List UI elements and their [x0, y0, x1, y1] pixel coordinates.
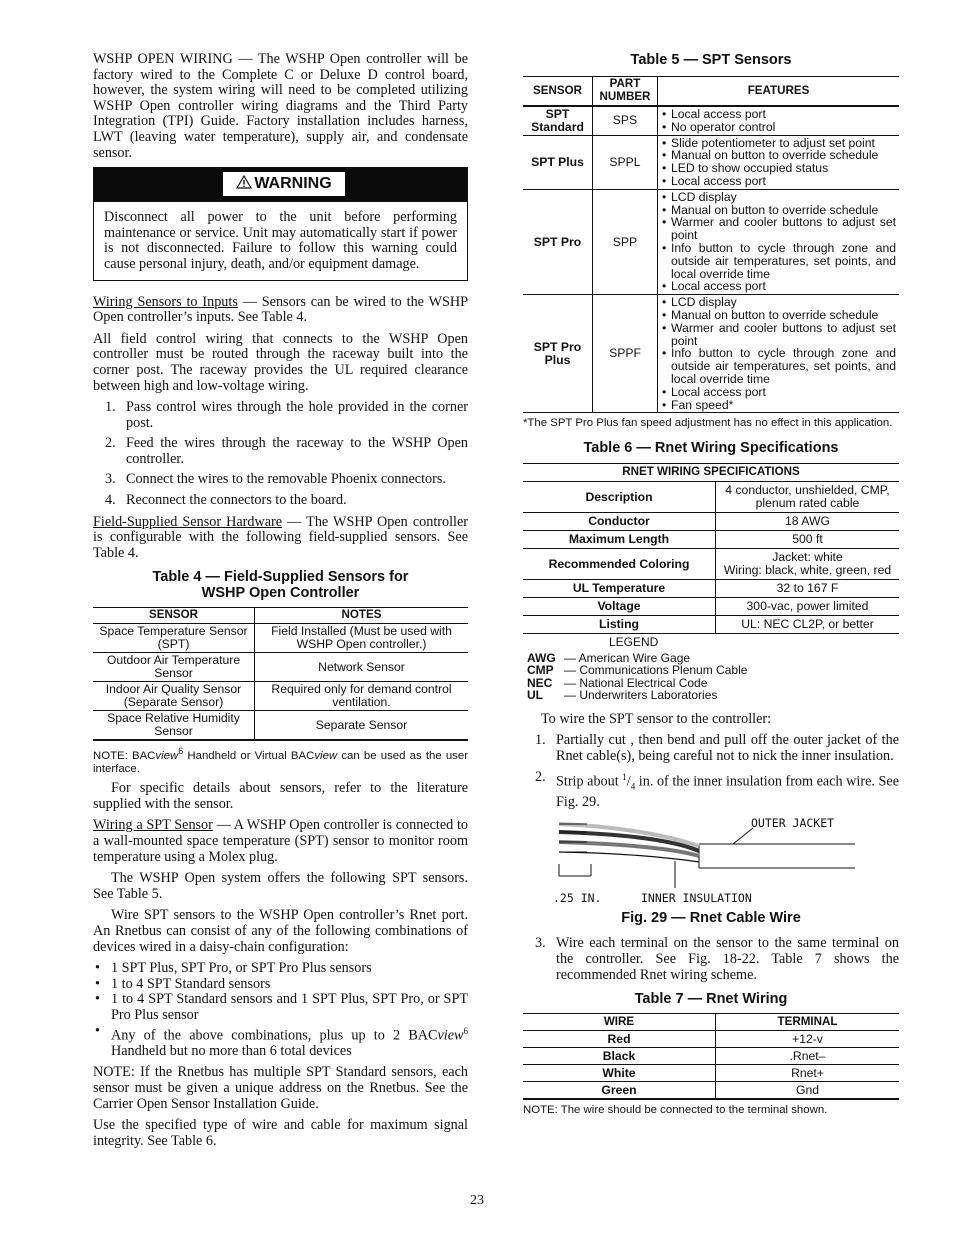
table-cell: SPT Pro Plus [523, 295, 593, 413]
table4-caption [93, 569, 468, 601]
table-cell [658, 135, 900, 189]
table-cell: 18 AWG [716, 512, 900, 530]
table4-caption-line1: Table 4 — Field-Supplied Sensors for [152, 569, 409, 586]
table-cell: .Rnet– [716, 1048, 900, 1065]
table-cell: White [523, 1065, 716, 1082]
table-row [523, 615, 899, 633]
table-row [93, 711, 468, 741]
fig29-caption: Fig. 29 — Rnet Cable Wire [621, 910, 801, 927]
fraction-numerator: 1 [622, 771, 627, 782]
rnet-combinations-list [93, 961, 468, 1059]
note-part: Handheld or Virtual BAC [183, 750, 315, 763]
table-row [523, 512, 899, 530]
spt-text: — A WSHP Open controller is connected to a wall-mounted space temperature (SPT) sensor to monitor room temperature using a Molex plug. [93, 817, 468, 865]
note-part: NOTE: BAC [93, 750, 156, 763]
step-number: 2. [535, 768, 546, 785]
bullet-part: Handheld but no more than 6 total devices [111, 1042, 352, 1059]
table-cell: UL: NEC CL2P, or better [716, 615, 900, 633]
step-number: 1. [105, 399, 116, 416]
column-header: FEATURES [658, 77, 900, 107]
step-text: Pass control wires through the hole provided in the corner post. [126, 399, 468, 431]
list-item [523, 733, 899, 764]
table-cell: Jacket: white Wiring: black, white, green, red [716, 548, 900, 579]
table-cell [658, 189, 900, 294]
legend-abbr: AWG [527, 650, 556, 665]
list-item: • Manual on button to override schedule [661, 204, 896, 217]
table-header-row [93, 608, 468, 624]
wiring-inputs-text: — Sensors can be wired to the WSHP Open controller’s inputs. See Table 4. [93, 293, 468, 326]
table-cell: +12-v [716, 1031, 900, 1048]
raceway-steps [93, 400, 468, 509]
list-item: • No operator control [661, 121, 896, 134]
legend-text: — American Wire Gage [564, 650, 691, 665]
table-cell: 300-vac, power limited [716, 597, 900, 615]
table-cell: Space Relative Humidity Sensor [93, 711, 255, 741]
legend-abbr: NEC [527, 675, 553, 690]
spt-wiring-steps-continued [523, 936, 899, 983]
table-row [523, 548, 899, 579]
table-row [523, 1065, 899, 1082]
legend-text: — Communications Plenum Cable [564, 663, 748, 678]
table-cell: UL Temperature [523, 579, 716, 597]
wiring-inputs-paragraph [93, 295, 468, 326]
legend-title: LEGEND [609, 634, 659, 649]
step-text: in. of the inner insulation from each wire. See Fig. 29. [556, 773, 899, 810]
table-header-row [523, 77, 899, 107]
table-cell: Voltage [523, 597, 716, 615]
list-item: • Warmer and cooler buttons to adjust set point [661, 216, 896, 242]
table-row [523, 189, 899, 294]
list-item: • Local access port [661, 386, 896, 399]
table-row [523, 1031, 899, 1048]
list-item [93, 436, 468, 467]
column-header: PART NUMBER [593, 77, 658, 107]
step-text: Reconnect the connectors to the board. [126, 492, 347, 509]
table5-footnote: *The SPT Pro Plus fan speed adjustment has no effect in this application. [523, 417, 893, 430]
table-row [523, 1082, 899, 1100]
list-item: • Manual on button to override schedule [661, 309, 896, 322]
table-cell: 500 ft [716, 530, 900, 548]
bullet-part: view [437, 1027, 464, 1044]
spt-paragraph [93, 818, 468, 865]
list-item [93, 493, 468, 509]
table-cell: SPP [593, 189, 658, 294]
rnet-paragraph: Wire SPT sensors to the WSHP Open controller’s Rnet port. An Rnetbus can consist of any of the following combinations of devices wired in a daisy-chain configuration: [93, 907, 468, 955]
column-header: RNET WIRING SPECIFICATIONS [622, 465, 800, 479]
table-row [93, 682, 468, 711]
table5-caption: Table 5 — SPT Sensors [630, 52, 792, 68]
table6 [523, 463, 899, 634]
step-text: Strip about [556, 773, 623, 790]
rnetbus-note-paragraph: NOTE: If the Rnetbus has multiple SPT Standard sensors, each sensor must be given a unique address on the Rnetbus. See the Carrier Open Sensor Installation Guide. [93, 1064, 468, 1112]
feature-list [661, 137, 896, 188]
use-wire-paragraph: Use the specified type of wire and cable for maximum signal integrity. See Table 6. [93, 1117, 468, 1149]
step-number: 4. [105, 492, 116, 509]
table4-caption-line2: WSHP Open Controller [201, 585, 360, 602]
right-column [523, 52, 899, 1123]
table-cell: Space Temperature Sensor (SPT) [93, 624, 255, 653]
warning-body [94, 202, 467, 279]
legend-text: — National Electrical Code [564, 675, 708, 690]
step-text: Connect the wires to the removable Phoenix connectors. [126, 471, 446, 488]
legend [527, 636, 899, 702]
column-header: NOTES [255, 608, 469, 624]
table-cell: Description [523, 481, 716, 512]
table-cell: Gnd [716, 1082, 900, 1100]
table-cell: SPPF [593, 295, 658, 413]
legend-item [527, 664, 899, 677]
list-item: • Info button to cycle through zone and outside air temperatures, set points, and local override time [661, 347, 896, 385]
table-cell: Black [523, 1048, 716, 1065]
list-item: • Manual on button to override schedule [661, 149, 896, 162]
table-row [523, 1048, 899, 1065]
list-item: • Warmer and cooler buttons to adjust set point [661, 322, 896, 348]
column-header: SENSOR [93, 608, 255, 624]
table-cell: Network Sensor [255, 653, 469, 682]
table-row [523, 530, 899, 548]
table-row [93, 624, 468, 653]
legend-text: — Underwriters Laboratories [564, 688, 718, 703]
spt-wiring-steps [523, 733, 899, 810]
table-cell: Red [523, 1031, 716, 1048]
intro-paragraph: WSHP OPEN WIRING — The WSHP Open controller will be factory wired to the Complete C or Deluxe D control board, however, the system wiring will need to be completed utilizing WSHP Open controller wiring diagrams and the Third Party Integration (TPI) Guide. Factory installation includes harness, LWT (leaving water temperature), supply air, and condensate sensor. [93, 51, 468, 161]
table-cell: Indoor Air Quality Sensor (Separate Sensor) [93, 682, 255, 711]
table-cell: Conductor [523, 512, 716, 530]
legend-abbr: UL [527, 688, 543, 703]
list-item: • 1 to 4 SPT Standard sensors [93, 977, 468, 993]
table-row [523, 481, 899, 512]
offers-paragraph: The WSHP Open system offers the following SPT sensors. See Table 5. [93, 870, 468, 902]
field-sensor-text: — The WSHP Open controller is configurable with the following field-supplied sensors. See Table 4. [93, 513, 468, 561]
outer-jacket-leader [733, 828, 753, 844]
table4 [93, 607, 468, 741]
step-text: Feed the wires through the raceway to the WSHP Open controller. [126, 435, 468, 467]
column-header: SENSOR [523, 77, 593, 107]
table4-note [93, 745, 468, 775]
list-item: • Local access port [661, 108, 896, 121]
bullet-part: Any of the above combinations, plus up to 2 BAC [111, 1027, 438, 1044]
rnet-cable-diagram [523, 816, 899, 908]
list-item [93, 400, 468, 431]
field-sensor-heading: Field-Supplied Sensor Hardware [93, 513, 283, 530]
step-number: 3. [105, 471, 116, 488]
to-wire-paragraph: To wire the SPT sensor to the controller: [541, 710, 772, 727]
table-cell: Listing [523, 615, 716, 633]
feature-list [661, 108, 896, 134]
table-row [93, 653, 468, 682]
list-item: • LED to show occupied status [661, 162, 896, 175]
list-item: • Info button to cycle through zone and outside air temperatures, set points, and local override time [661, 242, 896, 280]
table-cell: SPT Plus [523, 135, 593, 189]
note-part: can be used as the user interface. [93, 750, 468, 775]
feature-list [661, 191, 896, 293]
table-cell: Field Installed (Must be used with WSHP Open controller.) [255, 624, 469, 653]
table-row [523, 295, 899, 413]
table-cell: Rnet+ [716, 1065, 900, 1082]
step-text: Wire each terminal on the sensor to the same terminal on the controller. See Fig. 18-22. Table 7 shows the recommended Rnet wiring scheme. [556, 935, 899, 983]
outer-jacket-label: OUTER JACKET [751, 816, 835, 831]
list-item [523, 936, 899, 983]
list-item: • LCD display [661, 296, 896, 309]
table-cell: SPT Pro [523, 189, 593, 294]
table5 [523, 76, 899, 413]
table-cell [658, 106, 900, 135]
table-header-row [523, 1014, 899, 1031]
table-cell: Outdoor Air Temperature Sensor [93, 653, 255, 682]
warning-label [223, 172, 345, 196]
list-item [93, 472, 468, 488]
table-cell: 4 conductor, unshielded, CMP, plenum rated cable [716, 481, 900, 512]
table6-caption: Table 6 — Rnet Wiring Specifications [583, 439, 839, 456]
field-sensor-paragraph [93, 515, 468, 562]
column-header: TERMINAL [716, 1014, 900, 1031]
list-item: 2. Strip about $^1/_4$ in. of the inner insulation from each wire. See Fig. 29. [535, 768, 899, 810]
left-column [93, 52, 468, 1155]
note-part: view [155, 750, 179, 763]
note-part: 6 [178, 746, 184, 757]
warning-box [93, 167, 468, 280]
raceway-paragraph: All field control wiring that connects to the WSHP Open controller must be routed through the raceway built into the corner post. The raceway provides the UL required clearance between high and low-voltage wiring. [93, 330, 468, 394]
table-cell: Separate Sensor [255, 711, 469, 741]
list-item: • Local access port [661, 280, 896, 293]
feature-list [661, 296, 896, 411]
warning-triangle-icon [236, 175, 252, 189]
table-row [523, 579, 899, 597]
bullet-part: 6 [463, 1025, 468, 1036]
table7-caption: Table 7 — Rnet Wiring [634, 991, 788, 1008]
table7-note: NOTE: The wire should be connected to the terminal shown. [523, 1104, 828, 1117]
table-row [523, 106, 899, 135]
table-row [523, 597, 899, 615]
step-number: 2. [105, 435, 116, 452]
table-cell: Maximum Length [523, 530, 716, 548]
list-item [93, 1024, 468, 1060]
table-cell: 32 to 167 F [716, 579, 900, 597]
step-number: 1. [535, 732, 546, 749]
warning-header [94, 168, 467, 202]
dimension-label: .25 IN. [553, 891, 602, 906]
note-part: view [314, 750, 338, 763]
inner-insulation-label: INNER INSULATION [641, 891, 752, 906]
list-item: • Slide potentiometer to adjust set point [661, 137, 896, 150]
legend-abbr: CMP [527, 663, 554, 678]
details-paragraph: For specific details about sensors, refer to the literature supplied with the sensor. [93, 780, 468, 812]
table7 [523, 1013, 899, 1100]
column-header: WIRE [523, 1014, 716, 1031]
table-cell: Green [523, 1082, 716, 1100]
table-row [523, 135, 899, 189]
list-item: • 1 SPT Plus, SPT Pro, or SPT Pro Plus sensors [93, 961, 468, 977]
table-cell: SPS [593, 106, 658, 135]
warning-text: Disconnect all power to the unit before performing maintenance or service. Unit may automatically start if power is not disconnected. Failure to follow this warning could cause personal injury, death, and/or equipment damage. [104, 209, 457, 272]
fraction-denominator: 4 [630, 781, 636, 792]
list-item: • 1 to 4 SPT Standard sensors and 1 SPT Plus, SPT Pro, or SPT Pro Plus sensor [93, 992, 468, 1023]
wiring-inputs-heading: Wiring Sensors to Inputs [93, 293, 238, 310]
step-text: Partially cut , then bend and pull off the outer jacket of the Rnet cable(s), being careful not to nick the inner insulation. [556, 732, 899, 765]
step-number: 3. [535, 935, 546, 952]
spt-heading: Wiring a SPT Sensor [93, 817, 213, 834]
table-cell [658, 295, 900, 413]
list-item: • Local access port [661, 175, 896, 188]
page-number: 23 [470, 1193, 484, 1208]
warning-label-text: WARNING [254, 175, 332, 193]
legend-item [527, 689, 899, 702]
table-cell: Required only for demand control ventilation. [255, 682, 469, 711]
table-cell: Recommended Coloring [523, 548, 716, 579]
table-header-row [523, 463, 899, 481]
table-cell: SPT Standard [523, 106, 593, 135]
list-item: • Fan speed* [661, 399, 896, 412]
table-cell: SPPL [593, 135, 658, 189]
wire-outline [559, 852, 699, 862]
list-item: • LCD display [661, 191, 896, 204]
